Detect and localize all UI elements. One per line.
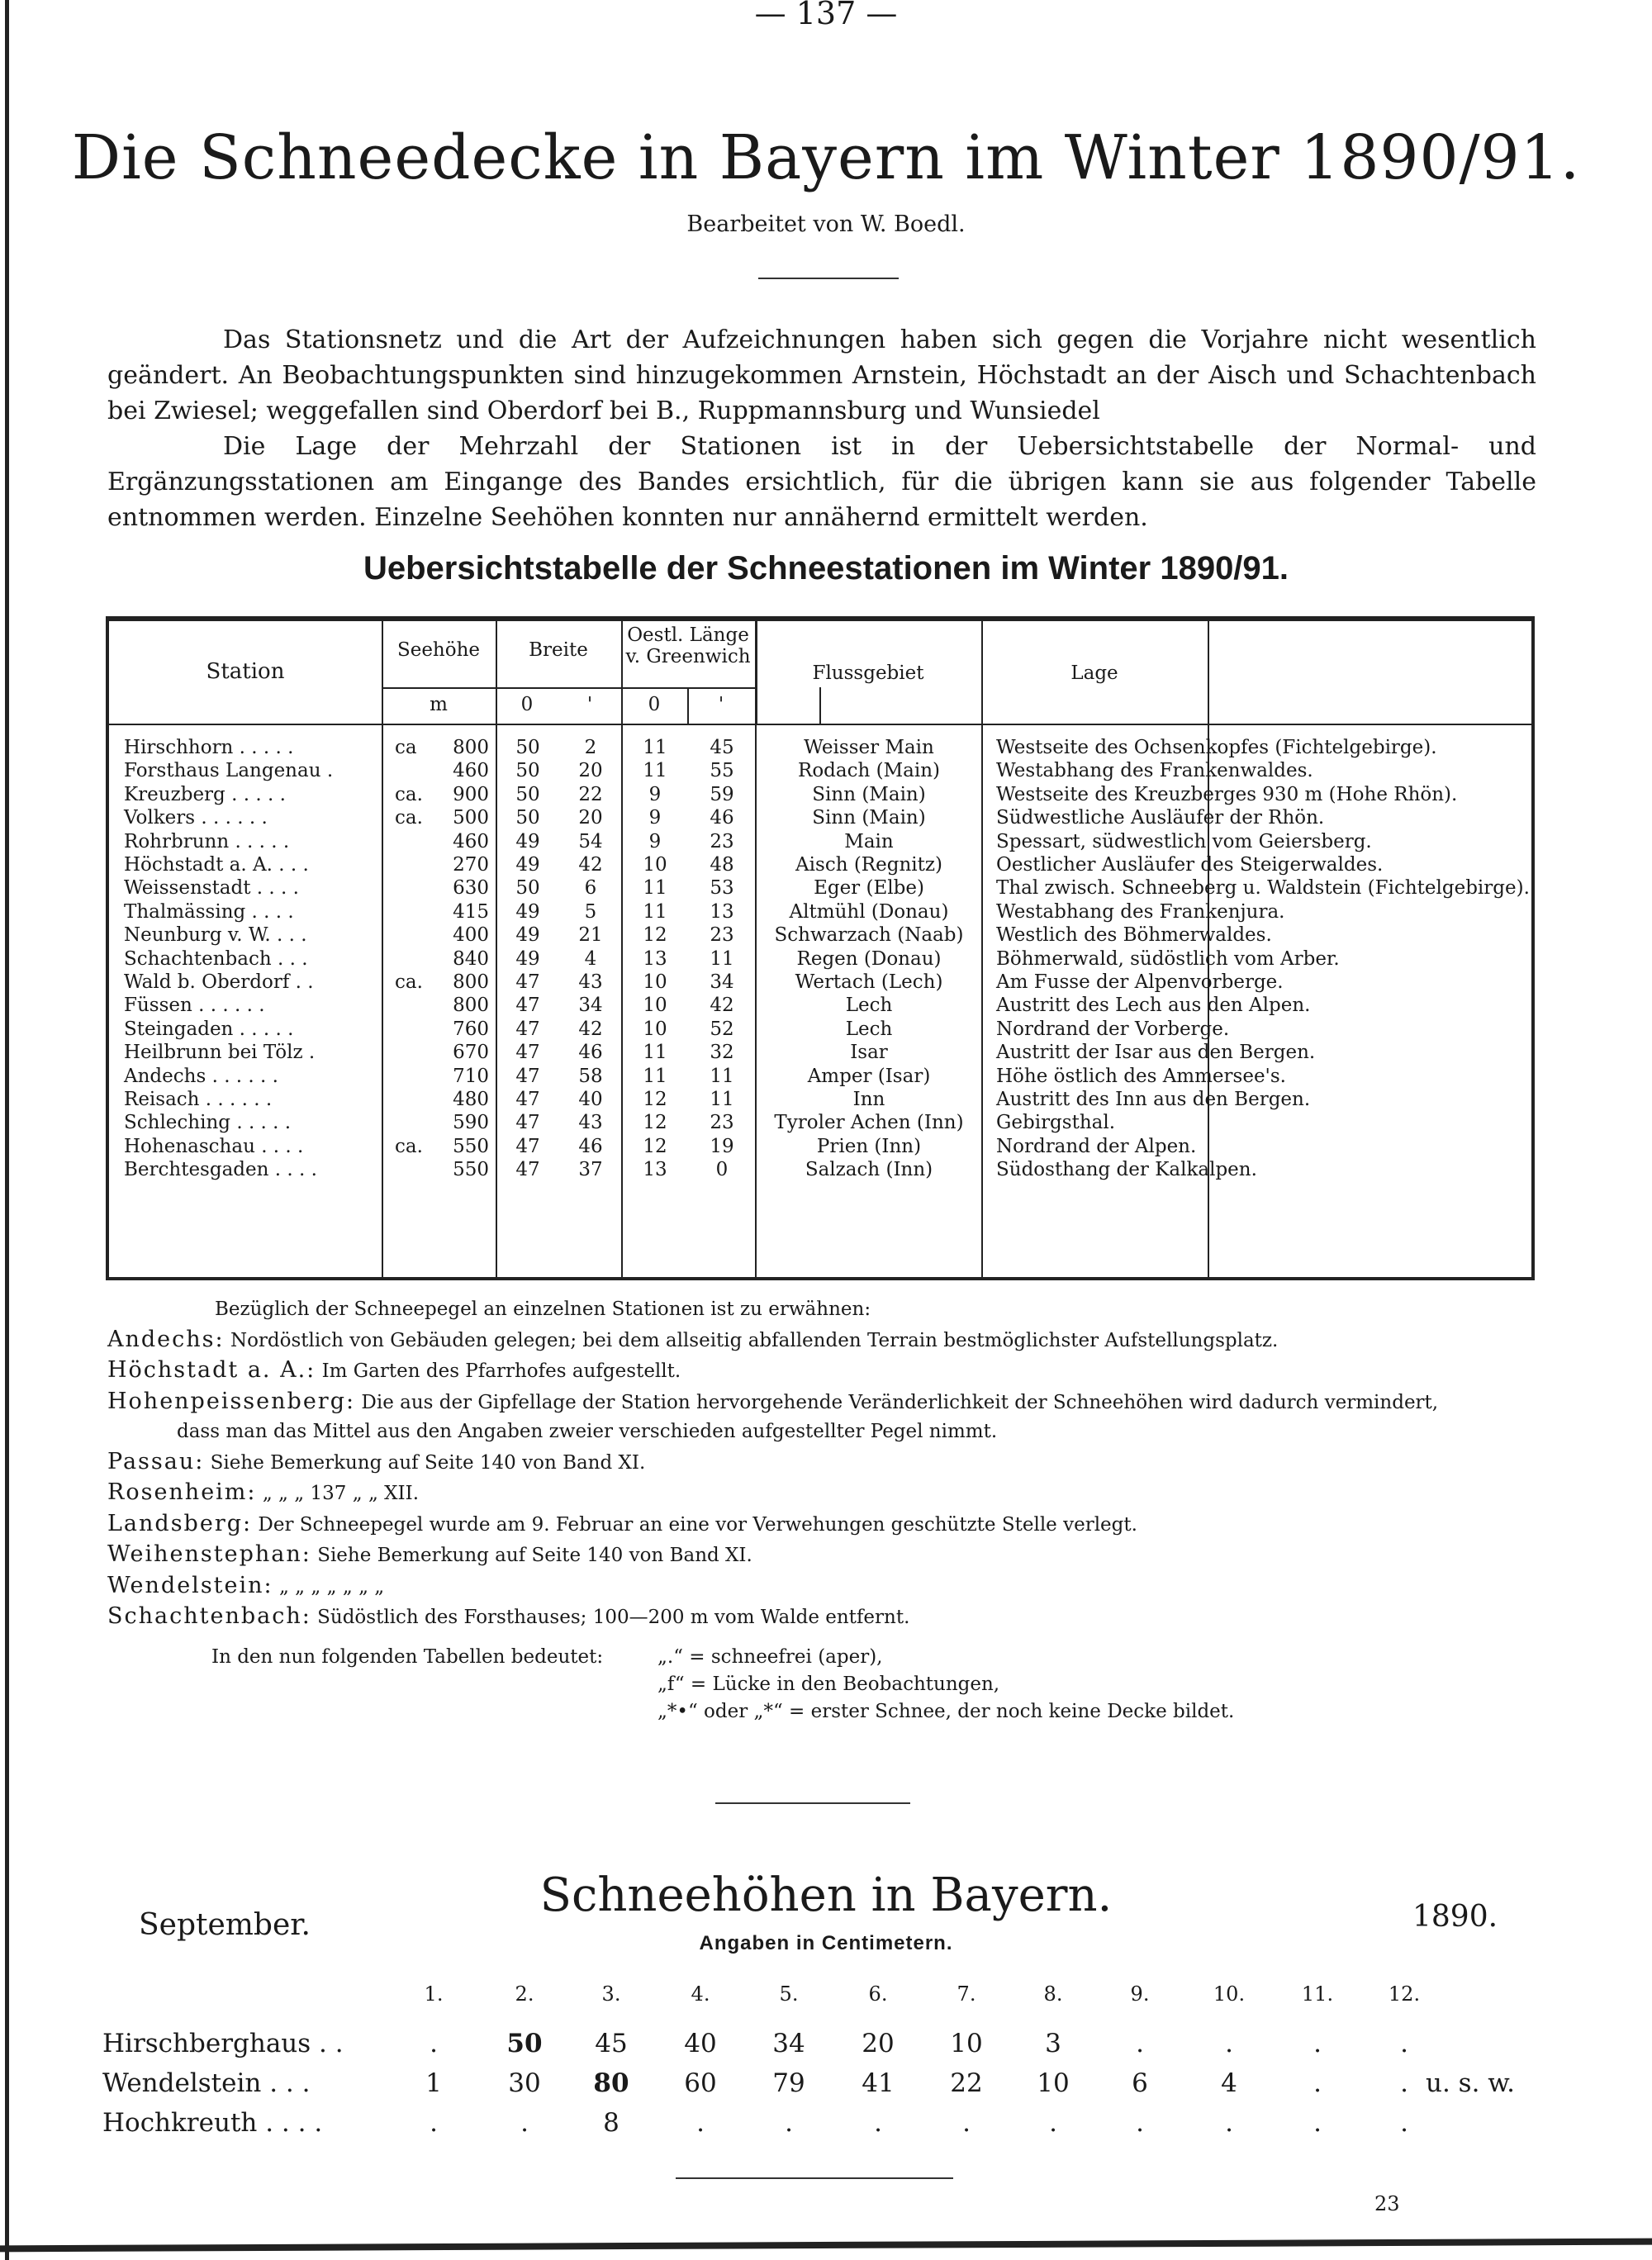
note-label: Hohenpeissenberg: xyxy=(107,1388,356,1414)
cell-station: Forsthaus Langenau . xyxy=(124,760,334,782)
cell-height: 550 xyxy=(453,1135,489,1157)
header-flussgebiet: Flussgebiet xyxy=(812,662,924,684)
cell-lon-deg: 10 xyxy=(643,995,667,1017)
cell-lon-deg: 9 xyxy=(648,783,662,805)
note-text: Im Garten des Pfarrhofes aufgestellt. xyxy=(321,1360,681,1382)
note-item xyxy=(107,1478,1545,1509)
cell-height: 590 xyxy=(453,1112,489,1134)
snow-value: 8 xyxy=(603,2108,620,2138)
cell-location: Spessart, südwestlich vom Geiersberg. xyxy=(996,830,1372,852)
header-laenge-line: Oestl. Länge xyxy=(627,624,749,646)
day-number: 6. xyxy=(868,1982,888,2006)
cell-lon-min: 11 xyxy=(710,1089,734,1110)
intro-paragraph: Das Stationsnetz und die Art der Aufzeichnungen haben sich gegen die Vorjahre nicht wesentlich geändert. An Beobachtungspunkten sind hinzugekommen Arnstein, Höchstadt an der Aisch und Schachtenbach bei Zwiesel; weggefallen sind Oberdorf bei B., Ruppmannsburg und Wunsiedel xyxy=(107,325,1536,425)
snow-value: . xyxy=(1400,2029,1408,2058)
day-number: 5. xyxy=(779,1982,799,2006)
cell-lat-min: 37 xyxy=(578,1159,603,1181)
cell-lat-min: 58 xyxy=(578,1065,603,1087)
cell-lat-deg: 47 xyxy=(515,971,540,993)
cell-river: Weisser Main xyxy=(804,737,934,758)
cell-lon-min: 32 xyxy=(710,1042,734,1064)
cell-station: Reisach . . . . . . xyxy=(124,1089,273,1110)
cell-height: 760 xyxy=(453,1018,489,1040)
note-label: Höchstadt a. A.: xyxy=(107,1357,316,1383)
cell-river: Rodach (Main) xyxy=(798,760,940,782)
table-row xyxy=(109,1112,1531,1135)
cell-river: Isar xyxy=(850,1042,888,1064)
snow-value: 3 xyxy=(1045,2029,1061,2058)
cell-location: Höhe östlich des Ammersee's. xyxy=(996,1065,1286,1087)
cell-lon-deg: 13 xyxy=(643,1159,667,1181)
day-number: 1. xyxy=(424,1982,444,2006)
note-label: Wendelstein: xyxy=(107,1572,273,1598)
cell-lon-deg: 13 xyxy=(643,947,667,970)
snow-value: 4 xyxy=(1221,2068,1237,2098)
cell-lat-deg: 47 xyxy=(515,1065,540,1087)
note-text: „ „ „ 137 „ „ XII. xyxy=(262,1483,420,1504)
cell-station: Volkers . . . . . . xyxy=(124,807,268,829)
cell-lon-deg: 11 xyxy=(643,737,667,758)
cell-lon-deg: 12 xyxy=(643,1135,667,1157)
table-row xyxy=(109,807,1531,830)
snow-value: . xyxy=(1225,2108,1233,2138)
note-text: Nordöstlich von Gebäuden gelegen; bei dem allseitig abfallenden Terrain bestmöglichster Aufstellungsplatz. xyxy=(230,1329,1279,1351)
cell-lon-deg: 11 xyxy=(643,1065,667,1087)
cell-height: 900 xyxy=(453,783,489,805)
note-label: Schachtenbach: xyxy=(107,1603,311,1629)
note-text: dass man das Mittel aus den Angaben zweier verschieden aufgestellter Pegel nimmt. xyxy=(177,1421,998,1442)
cell-river: Eger (Elbe) xyxy=(814,877,924,900)
cell-station: Berchtesgaden . . . . xyxy=(124,1159,317,1181)
day-number: 2. xyxy=(515,1982,534,2006)
cell-lon-min: 23 xyxy=(710,1112,734,1134)
snow-heights-title: Schneehöhen in Bayern. xyxy=(539,1868,1113,1922)
snow-value: . xyxy=(1400,2108,1408,2138)
note-text: Siehe Bemerkung auf Seite 140 von Band XI. xyxy=(210,1451,646,1474)
cell-height: 550 xyxy=(453,1159,489,1181)
snow-value: . xyxy=(874,2108,882,2138)
cell-height: 840 xyxy=(453,947,489,970)
snow-value: . xyxy=(1136,2029,1144,2058)
cell-station: Kreuzberg . . . . . xyxy=(124,783,286,805)
header-seehoehe: Seehöhe xyxy=(396,639,481,661)
snow-value: . xyxy=(1400,2068,1408,2098)
snow-value: . xyxy=(430,2108,438,2138)
table-title: Uebersichtstabelle der Schneestationen im Winter 1890/91. xyxy=(363,550,1289,586)
cell-lat-deg: 50 xyxy=(515,737,540,758)
cell-lon-min: 46 xyxy=(710,807,734,829)
note-item xyxy=(107,1509,1545,1541)
header-laenge-line: v. Greenwich xyxy=(625,646,751,667)
cell-lon-min: 13 xyxy=(710,900,734,923)
cell-station: Hohenaschau . . . . xyxy=(124,1135,304,1157)
cell-lon-deg: 11 xyxy=(643,877,667,900)
note-item xyxy=(107,1571,1545,1602)
note-item xyxy=(107,1325,1545,1356)
header-breite-deg: 0 xyxy=(520,694,534,715)
header-laenge xyxy=(621,624,755,667)
table-row xyxy=(109,1042,1531,1065)
cell-lat-min: 46 xyxy=(578,1042,603,1064)
header-breite-min: ' xyxy=(586,694,593,715)
cell-station: Thalmässing . . . . xyxy=(124,900,294,923)
cell-lat-min: 43 xyxy=(578,1112,603,1134)
cell-height: 800 xyxy=(453,995,489,1017)
snow-value: . xyxy=(1313,2108,1322,2138)
cell-station: Füssen . . . . . . xyxy=(124,995,265,1017)
table-row xyxy=(109,877,1531,900)
snow-heights-year: 1890. xyxy=(1412,1900,1498,1934)
snow-value: 80 xyxy=(593,2068,629,2098)
legend-item: „.“ = schneefrei (aper), xyxy=(657,1646,883,1668)
snow-value: 22 xyxy=(950,2068,983,2098)
cell-lon-deg: 9 xyxy=(648,807,662,829)
cell-station: Höchstadt a. A. . . . xyxy=(124,854,309,876)
snow-value: . xyxy=(1225,2029,1233,2058)
snow-value: 45 xyxy=(595,2029,628,2058)
cell-lon-deg: 10 xyxy=(643,1018,667,1040)
cell-lon-min: 34 xyxy=(710,971,734,993)
cell-location: Westseite des Kreuzberges 930 m (Hohe Rhön). xyxy=(996,783,1458,805)
cell-location: Westabhang des Frankenjura. xyxy=(996,900,1285,923)
header-seehoehe-unit: m xyxy=(430,694,448,715)
cell-lat-deg: 47 xyxy=(515,1159,540,1181)
snow-heights-subtitle: Angaben in Centimetern. xyxy=(699,1932,953,1954)
cell-station: Hirschhorn . . . . . xyxy=(124,737,294,758)
cell-lat-deg: 47 xyxy=(515,995,540,1017)
day-number: 7. xyxy=(957,1982,976,2006)
snow-value: 40 xyxy=(684,2029,717,2058)
cell-station: Neunburg v. W. . . . xyxy=(124,924,307,947)
snow-value: 60 xyxy=(684,2068,717,2098)
cell-lat-min: 5 xyxy=(584,900,597,923)
note-text: „ „ „ „ „ „ „ xyxy=(278,1575,385,1598)
cell-location: Nordrand der Vorberge. xyxy=(996,1018,1230,1040)
cell-location: Westabhang des Frankenwaldes. xyxy=(996,760,1313,782)
cell-lat-deg: 47 xyxy=(515,1112,540,1134)
cell-lat-deg: 47 xyxy=(515,1042,540,1064)
day-number: 12. xyxy=(1388,1982,1421,2006)
cell-height: 710 xyxy=(453,1065,489,1087)
note-item xyxy=(107,1387,1545,1418)
cell-river: Sinn (Main) xyxy=(812,783,926,805)
cell-height: 800 xyxy=(453,737,489,758)
cell-ca: ca xyxy=(395,737,417,758)
cell-lat-deg: 47 xyxy=(515,1018,540,1040)
cell-height: 460 xyxy=(453,830,489,852)
snow-value: 20 xyxy=(862,2029,895,2058)
cell-station: Steingaden . . . . . xyxy=(124,1018,294,1040)
separator-rule xyxy=(758,278,899,279)
cell-height: 270 xyxy=(453,854,489,876)
table-row xyxy=(109,760,1531,783)
cell-lon-min: 55 xyxy=(710,760,734,782)
note-text: Der Schneepegel wurde am 9. Februar an eine vor Verwehungen geschützte Stelle verlegt. xyxy=(258,1513,1137,1536)
cell-lat-deg: 50 xyxy=(515,760,540,782)
snow-value: 50 xyxy=(506,2029,543,2058)
note-text: Die aus der Gipfellage der Station hervorgehende Veränderlichkeit der Schneehöhen wird dadurch vermindert, xyxy=(361,1391,1439,1413)
snow-value: 1 xyxy=(425,2068,442,2098)
cell-station: Schachtenbach . . . xyxy=(124,947,308,970)
cell-station: Heilbrunn bei Tölz . xyxy=(124,1042,316,1064)
snow-value: 79 xyxy=(772,2068,805,2098)
cell-lon-min: 11 xyxy=(710,947,734,970)
cell-location: Oestlicher Ausläufer des Steigerwaldes. xyxy=(996,854,1384,876)
cell-lon-deg: 12 xyxy=(643,924,667,947)
snow-row-suffix: u. s. w. xyxy=(1426,2068,1516,2098)
table-row xyxy=(109,901,1531,924)
cell-ca: ca. xyxy=(395,807,423,829)
footer-number: 23 xyxy=(1374,2192,1400,2215)
cell-river: Amper (Isar) xyxy=(807,1065,931,1087)
cell-lon-min: 48 xyxy=(710,854,734,876)
cell-location: Am Fusse der Alpenvorberge. xyxy=(996,971,1284,993)
snow-value: . xyxy=(696,2108,705,2138)
note-label: Weihenstephan: xyxy=(107,1541,311,1567)
note-item xyxy=(107,1602,1545,1633)
table-row xyxy=(109,948,1531,971)
cell-river: Inn xyxy=(852,1089,885,1110)
separator-rule xyxy=(715,1802,910,1804)
note-item xyxy=(107,1447,1545,1479)
cell-location: Südwestliche Ausläufer der Rhön. xyxy=(996,807,1325,829)
cell-ca: ca. xyxy=(395,971,423,993)
snow-row-station: Hirschberghaus . . xyxy=(102,2029,344,2058)
legend-intro: In den nun folgenden Tabellen bedeutet: xyxy=(211,1646,604,1668)
cell-lat-min: 2 xyxy=(584,737,597,758)
cell-station: Rohrbrunn . . . . . xyxy=(124,830,290,852)
note-label: Landsberg: xyxy=(107,1510,253,1536)
snow-row-station: Wendelstein . . . xyxy=(102,2068,311,2098)
cell-lat-deg: 47 xyxy=(515,1089,540,1110)
cell-lon-min: 23 xyxy=(710,924,734,947)
cell-lon-min: 45 xyxy=(710,737,734,758)
cell-lon-deg: 12 xyxy=(643,1089,667,1110)
snow-value: . xyxy=(1313,2068,1322,2098)
cell-lon-deg: 11 xyxy=(643,1042,667,1064)
snow-value: 10 xyxy=(1037,2068,1070,2098)
cell-lon-deg: 10 xyxy=(643,971,667,993)
page-number: — 137 — xyxy=(754,0,898,31)
note-label: Passau: xyxy=(107,1448,205,1474)
cell-location: Thal zwisch. Schneeberg u. Waldstein (Fichtelgebirge). xyxy=(996,877,1530,900)
snow-value: 34 xyxy=(772,2029,805,2058)
cell-height: 400 xyxy=(453,924,489,947)
cell-river: Sinn (Main) xyxy=(812,807,926,829)
cell-lat-min: 4 xyxy=(584,947,597,970)
header-breite: Breite xyxy=(529,639,588,661)
day-number: 11. xyxy=(1301,1982,1334,2006)
cell-location: Nordrand der Alpen. xyxy=(996,1135,1197,1157)
cell-lat-deg: 49 xyxy=(515,947,540,970)
cell-lat-min: 20 xyxy=(578,807,603,829)
table-row xyxy=(109,1159,1531,1182)
cell-lon-min: 0 xyxy=(715,1159,729,1181)
cell-height: 500 xyxy=(453,807,489,829)
cell-lat-deg: 49 xyxy=(515,854,540,876)
cell-location: Gebirgsthal. xyxy=(996,1112,1116,1134)
separator-rule xyxy=(676,2177,953,2179)
cell-station: Andechs . . . . . . xyxy=(124,1065,278,1087)
cell-lon-deg: 9 xyxy=(648,830,662,852)
cell-height: 460 xyxy=(453,760,489,782)
note-label: Rosenheim: xyxy=(107,1479,257,1505)
snow-value: 41 xyxy=(862,2068,895,2098)
cell-lat-min: 6 xyxy=(584,877,597,900)
snow-value: . xyxy=(520,2108,529,2138)
cell-ca: ca. xyxy=(395,1135,423,1157)
subtitle: Bearbeitet von W. Boedl. xyxy=(686,211,966,237)
cell-station: Wald b. Oberdorf . . xyxy=(124,971,314,993)
snow-value: . xyxy=(962,2108,971,2138)
day-number: 4. xyxy=(691,1982,710,2006)
snow-heights-month: September. xyxy=(139,1908,311,1942)
cell-location: Austritt des Lech aus den Alpen. xyxy=(996,995,1311,1017)
legend-item: „f“ = Lücke in den Beobachtungen, xyxy=(657,1674,1000,1695)
cell-location: Westseite des Ochsenkopfes (Fichtelgebirge). xyxy=(996,737,1437,758)
station-table xyxy=(106,616,1535,1280)
cell-height: 800 xyxy=(453,971,489,993)
cell-height: 630 xyxy=(453,877,489,900)
cell-ca: ca. xyxy=(395,783,423,805)
snow-value: . xyxy=(430,2029,438,2058)
note-text: Südöstlich des Forsthauses; 100—200 m vom Walde entfernt. xyxy=(317,1607,910,1628)
cell-location: Austritt des Inn aus den Bergen. xyxy=(996,1089,1311,1110)
note-item xyxy=(107,1540,1545,1571)
cell-lat-min: 21 xyxy=(578,924,603,947)
cell-location: Austritt der Isar aus den Bergen. xyxy=(996,1042,1316,1064)
intro-text xyxy=(107,322,1536,535)
cell-lat-min: 40 xyxy=(578,1089,603,1110)
cell-river: Main xyxy=(844,830,894,852)
cell-lon-deg: 11 xyxy=(643,760,667,782)
cell-location: Westlich des Böhmerwaldes. xyxy=(996,924,1272,947)
cell-lon-min: 59 xyxy=(710,783,734,805)
day-number: 3. xyxy=(601,1982,621,2006)
snow-value: 6 xyxy=(1132,2068,1148,2098)
day-number: 10. xyxy=(1213,1982,1246,2006)
cell-lon-min: 23 xyxy=(710,830,734,852)
day-number: 9. xyxy=(1130,1982,1150,2006)
cell-river: Prien (Inn) xyxy=(816,1135,922,1157)
cell-lon-min: 52 xyxy=(710,1018,734,1040)
cell-lon-min: 42 xyxy=(710,995,734,1017)
cell-river: Salzach (Inn) xyxy=(805,1159,933,1181)
cell-river: Lech xyxy=(845,995,893,1017)
snow-row-station: Hochkreuth . . . . xyxy=(102,2108,323,2138)
snow-value: . xyxy=(1049,2108,1057,2138)
cell-river: Wertach (Lech) xyxy=(795,971,943,993)
cell-river: Lech xyxy=(845,1018,893,1040)
cell-river: Regen (Donau) xyxy=(796,947,942,970)
table-row xyxy=(109,1136,1531,1159)
cell-lon-deg: 11 xyxy=(643,900,667,923)
cell-lon-min: 53 xyxy=(710,877,734,900)
cell-lat-deg: 49 xyxy=(515,900,540,923)
header-lage: Lage xyxy=(1070,662,1118,684)
cell-lat-deg: 50 xyxy=(515,807,540,829)
notes-list xyxy=(107,1325,1545,1633)
cell-river: Altmühl (Donau) xyxy=(789,900,949,923)
table-row xyxy=(109,784,1531,807)
table-row xyxy=(109,971,1531,995)
notes-intro: Bezüglich der Schneepegel an einzelnen Stationen ist zu erwähnen: xyxy=(215,1299,871,1320)
table-row xyxy=(109,737,1531,760)
header-rule xyxy=(382,687,755,689)
legend-item: „*•“ oder „*“ = erster Schnee, der noch keine Decke bildet. xyxy=(657,1701,1235,1722)
intro-paragraph: Die Lage der Mehrzahl der Stationen ist in der Uebersichtstabelle der Normal- und Ergänzungsstationen am Eingange des Bandes ersichtlich, für die übrigen kann sie aus folgender Tabelle entnommen werden. Einzelne Seehöhen konnten nur annähernd ermittelt werden. xyxy=(107,432,1536,532)
cell-lat-min: 46 xyxy=(578,1135,603,1157)
note-label: Andechs: xyxy=(107,1326,225,1352)
header-station: Station xyxy=(206,659,285,684)
cell-height: 480 xyxy=(453,1089,489,1110)
cell-lat-deg: 49 xyxy=(515,830,540,852)
cell-lon-deg: 10 xyxy=(643,854,667,876)
snow-value: . xyxy=(1136,2108,1144,2138)
table-row xyxy=(109,1066,1531,1089)
cell-height: 670 xyxy=(453,1042,489,1064)
table-row xyxy=(109,831,1531,854)
cell-lat-deg: 47 xyxy=(515,1135,540,1157)
table-row xyxy=(109,995,1531,1018)
cell-river: Tyroler Achen (Inn) xyxy=(774,1112,964,1134)
cell-station: Weissenstadt . . . . xyxy=(124,877,299,900)
cell-lat-min: 42 xyxy=(578,854,603,876)
note-item xyxy=(107,1356,1545,1387)
cell-river: Aisch (Regnitz) xyxy=(795,854,942,876)
table-row xyxy=(109,854,1531,877)
header-laenge-min: ' xyxy=(718,694,724,715)
cell-station: Schleching . . . . . xyxy=(124,1112,292,1134)
snow-value: 30 xyxy=(508,2068,541,2098)
main-title: Die Schneedecke in Bayern im Winter 1890/91. xyxy=(71,122,1581,193)
note-text: Siehe Bemerkung auf Seite 140 von Band XI. xyxy=(317,1545,752,1566)
note-item xyxy=(107,1417,1545,1447)
snow-value: . xyxy=(1313,2029,1322,2058)
cell-lon-min: 19 xyxy=(710,1135,734,1157)
cell-lat-deg: 50 xyxy=(515,877,540,900)
snow-value: 10 xyxy=(950,2029,983,2058)
cell-lon-min: 11 xyxy=(710,1065,734,1087)
cell-lat-deg: 49 xyxy=(515,924,540,947)
cell-lat-min: 20 xyxy=(578,760,603,782)
snow-value: . xyxy=(785,2108,793,2138)
cell-lat-min: 43 xyxy=(578,971,603,993)
header-rule xyxy=(109,724,1531,725)
cell-lat-min: 22 xyxy=(578,783,603,805)
cell-location: Südosthang der Kalkalpen. xyxy=(996,1159,1257,1181)
cell-location: Böhmerwald, südöstlich vom Arber. xyxy=(996,947,1340,970)
table-row xyxy=(109,1018,1531,1042)
cell-lat-min: 42 xyxy=(578,1018,603,1040)
cell-river: Schwarzach (Naab) xyxy=(774,924,964,947)
column-rule xyxy=(819,687,821,724)
cell-lat-min: 34 xyxy=(578,995,603,1017)
cell-lat-deg: 50 xyxy=(515,783,540,805)
table-row xyxy=(109,1089,1531,1112)
page-bottom-rule xyxy=(0,2239,1652,2253)
table-row xyxy=(109,924,1531,947)
cell-height: 415 xyxy=(453,900,489,923)
day-number: 8. xyxy=(1043,1982,1063,2006)
cell-lon-deg: 12 xyxy=(643,1112,667,1134)
station-notes xyxy=(107,1295,1545,1633)
cell-lat-min: 54 xyxy=(578,830,603,852)
header-laenge-deg: 0 xyxy=(648,694,661,715)
